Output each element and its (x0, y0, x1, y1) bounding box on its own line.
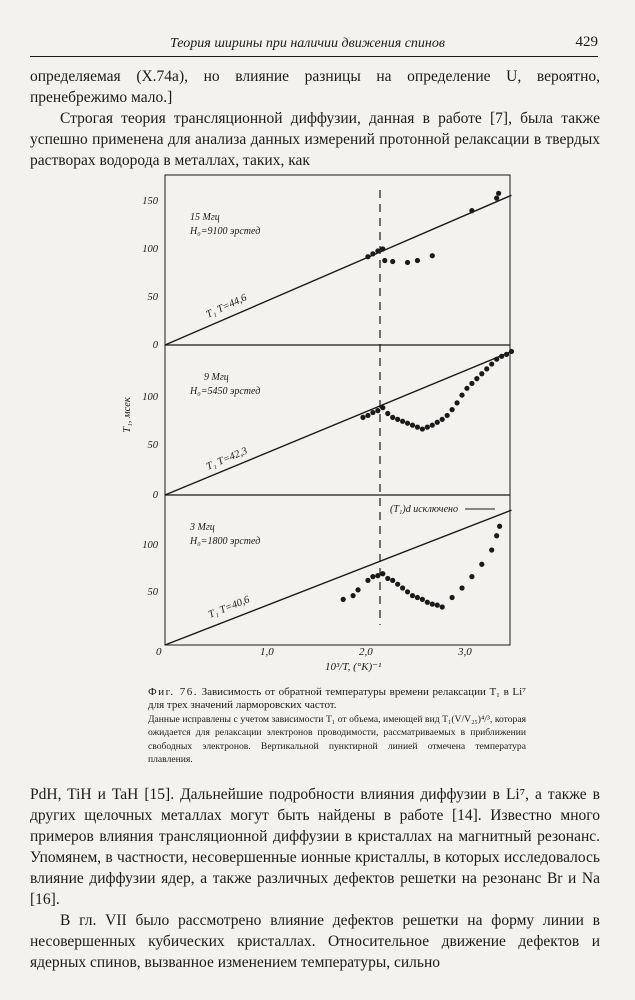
data-point (430, 253, 435, 258)
fit-line (165, 510, 512, 645)
data-point (420, 426, 425, 431)
paragraph: В гл. VII было рассмотрено влияние дефектов решетки на форму линии в несовершенных кубических кристаллах. Относительное движение дефектов и ядерных спинов, вызванное изменением температуры, сильно (30, 912, 600, 971)
running-header (30, 34, 598, 57)
data-point (385, 411, 390, 416)
data-point (440, 417, 445, 422)
data-point (380, 246, 385, 251)
data-point (395, 417, 400, 422)
data-point (365, 254, 370, 259)
data-point (509, 349, 514, 354)
x-tick-label: 2,0 (359, 646, 373, 658)
data-point (370, 410, 375, 415)
data-point (484, 366, 489, 371)
data-point (489, 361, 494, 366)
panel-frequency: 15 Мгц (190, 212, 220, 223)
data-point (405, 421, 410, 426)
paragraph: определяемая (X.74а), но влияние разницы на определение U, вероятно, пренебрежимо мало.] (30, 68, 600, 106)
data-point (420, 597, 425, 602)
data-point (504, 352, 509, 357)
data-point (395, 582, 400, 587)
data-point (370, 574, 375, 579)
bottom-text-block (30, 784, 600, 973)
data-point (435, 420, 440, 425)
data-point (497, 524, 502, 529)
data-point (400, 585, 405, 590)
paragraph: PdH, TiH и TaH [15]. Дальнейшие подробности влияния диффузии в Li⁷, а также в других щелочных металлах могут быть найдены в работе [14]. Известно много примеров влияния трансляционной диффузии в кристаллах на магнитный резонанс. Упомянем, в частности, несовершенные ионные кристаллы, в которых исследовалось влияние диффузии ядер, а также различных дефектов решетки на резонанс Br и Na [16]. (30, 786, 600, 908)
data-point (425, 600, 430, 605)
x-axis-label: 10³/T, (°K)⁻¹ (325, 661, 382, 673)
data-point (415, 595, 420, 600)
data-point (430, 423, 435, 428)
data-point (430, 602, 435, 607)
data-point (425, 425, 430, 430)
y-tick-label: 50 (147, 292, 158, 303)
data-point (469, 208, 474, 213)
data-point (400, 419, 405, 424)
panel-frequency: 9 Мгц (204, 372, 229, 383)
data-point (375, 408, 380, 413)
data-point (415, 425, 420, 430)
data-point (351, 593, 356, 598)
fit-line-label: T₁ T=42,3 (204, 445, 250, 473)
figure-label: Фиг. 76. (148, 686, 198, 698)
data-point (380, 571, 385, 576)
data-point (459, 585, 464, 590)
data-point (469, 381, 474, 386)
data-point (494, 196, 499, 201)
figure-plot (122, 170, 520, 680)
panel-field: H₀=9100 эрстед (190, 226, 261, 237)
y-tick-label: 100 (142, 244, 158, 255)
exclusion-annotation: (T₁)d исключено (390, 504, 458, 515)
data-point (494, 533, 499, 538)
data-point (415, 258, 420, 263)
x-tick-label: 3,0 (458, 646, 472, 658)
data-point (355, 587, 360, 592)
y-tick-label: 150 (142, 196, 158, 207)
data-point (365, 578, 370, 583)
data-point (385, 576, 390, 581)
chart-marks (165, 191, 514, 645)
x-tick-label: 0 (156, 646, 162, 658)
data-point (360, 415, 365, 420)
fit-line-label: T₁ T=40,6 (207, 594, 252, 621)
y-tick-label: 50 (147, 587, 158, 598)
data-point (405, 260, 410, 265)
data-point (469, 574, 474, 579)
data-point (341, 597, 346, 602)
panel-field: H₀=1800 эрстед (190, 536, 261, 547)
data-point (390, 259, 395, 264)
plot-frame (165, 175, 510, 645)
paragraph: Строгая теория трансляционной диффузии, данная в работе [7], была также успешно применена для анализа данных измерений протонной релаксации в твердых растворах водорода в металлах, таких, как (30, 110, 600, 169)
data-point (445, 413, 450, 418)
data-point (450, 595, 455, 600)
caption-line2: Данные исправлены с учетом зависимости T₁ от объема, имеющей вид T₁(V/V₂₅)⁴/³, которая ожидается для релаксации электронов проводимости, рассматриваемых в приближении свободных электронов. Вертикальной пунктирной линией отмечена температура плавления. (148, 713, 526, 766)
y-tick-label: 0 (152, 490, 158, 501)
data-point (435, 603, 440, 608)
data-point (489, 547, 494, 552)
y-tick-label: 50 (147, 440, 158, 451)
fit-line-label: T₁ T=44,6 (204, 292, 249, 321)
data-point (479, 562, 484, 567)
data-point (375, 248, 380, 253)
data-point (365, 413, 370, 418)
data-point (479, 371, 484, 376)
data-point (496, 191, 501, 196)
data-point (464, 386, 469, 391)
data-point (454, 400, 459, 405)
x-tick-label: 1,0 (260, 646, 274, 658)
data-point (380, 405, 385, 410)
data-point (382, 258, 387, 263)
data-point (450, 407, 455, 412)
data-point (390, 415, 395, 420)
data-point (499, 354, 504, 359)
data-point (459, 392, 464, 397)
running-title: Теория ширины при наличии движения спинов (170, 36, 445, 51)
figure-caption (148, 686, 526, 766)
caption-line1: Зависимость от обратной температуры времени релаксации T₁ в Li⁷ для трех значений ларморовских частот. (148, 686, 526, 712)
data-point (370, 251, 375, 256)
top-text-block (30, 66, 600, 171)
y-tick-label: 0 (152, 340, 158, 351)
panel-field: H₀=5450 эрстед (190, 386, 261, 397)
panel-frequency: 3 Мгц (190, 522, 215, 533)
y-tick-label: 100 (142, 540, 158, 551)
y-tick-label: 100 (142, 392, 158, 403)
y-axis-label: T₁, мсек (122, 397, 133, 433)
data-point (494, 357, 499, 362)
data-point (474, 376, 479, 381)
data-point (390, 578, 395, 583)
data-point (410, 423, 415, 428)
data-point (405, 589, 410, 594)
figure (122, 170, 520, 680)
data-point (375, 573, 380, 578)
data-point (440, 604, 445, 609)
data-point (410, 593, 415, 598)
page-number: 429 (575, 34, 598, 50)
